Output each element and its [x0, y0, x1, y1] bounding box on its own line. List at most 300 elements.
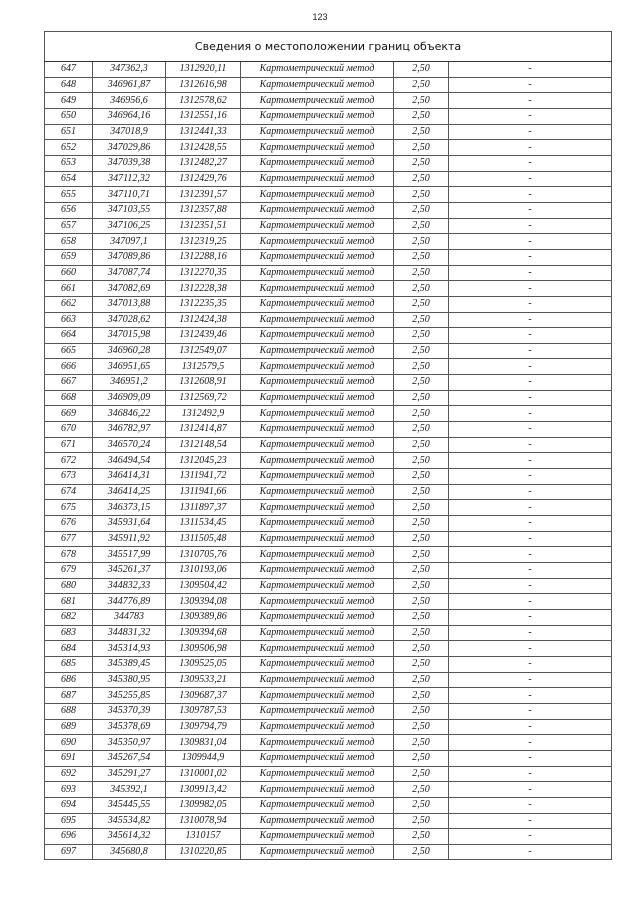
table-row — [45, 782, 612, 798]
method-cell: Картометрический метод — [241, 813, 394, 829]
table-row — [45, 296, 612, 312]
method-cell: Картометрический метод — [241, 62, 394, 78]
method-cell: Картометрический метод — [241, 484, 394, 500]
description-cell: - — [449, 719, 612, 735]
table-row — [45, 249, 612, 265]
point-number-cell: 661 — [45, 281, 93, 297]
table-row — [45, 813, 612, 829]
method-cell: Картометрический метод — [241, 516, 394, 532]
x-coordinate-cell: 346570,24 — [93, 437, 166, 453]
point-number-cell: 660 — [45, 265, 93, 281]
x-coordinate-cell: 347087,74 — [93, 265, 166, 281]
method-cell: Картометрический метод — [241, 563, 394, 579]
x-coordinate-cell: 347028,62 — [93, 312, 166, 328]
method-cell: Картометрический метод — [241, 547, 394, 563]
y-coordinate-cell: 1312235,35 — [166, 296, 241, 312]
y-coordinate-cell: 1312045,23 — [166, 453, 241, 469]
description-cell: - — [449, 343, 612, 359]
y-coordinate-cell: 1311534,45 — [166, 516, 241, 532]
point-number-cell: 647 — [45, 62, 93, 78]
point-number-cell: 663 — [45, 312, 93, 328]
description-cell: - — [449, 202, 612, 218]
table-row — [45, 719, 612, 735]
table-row — [45, 124, 612, 140]
description-cell: - — [449, 359, 612, 375]
accuracy-cell: 2,50 — [394, 281, 449, 297]
x-coordinate-cell: 347103,55 — [93, 202, 166, 218]
accuracy-cell: 2,50 — [394, 844, 449, 860]
method-cell: Картометрический метод — [241, 249, 394, 265]
table-row — [45, 484, 612, 500]
table-title: Сведения о местоположении границ объекта — [45, 32, 612, 62]
y-coordinate-cell: 1310193,06 — [166, 563, 241, 579]
y-coordinate-cell: 1310001,02 — [166, 766, 241, 782]
description-cell: - — [449, 484, 612, 500]
table-row — [45, 500, 612, 516]
point-number-cell: 651 — [45, 124, 93, 140]
method-cell: Картометрический метод — [241, 422, 394, 438]
method-cell: Картометрический метод — [241, 594, 394, 610]
x-coordinate-cell: 347029,86 — [93, 140, 166, 156]
table-row — [45, 516, 612, 532]
method-cell: Картометрический метод — [241, 296, 394, 312]
y-coordinate-cell: 1312482,27 — [166, 155, 241, 171]
accuracy-cell: 2,50 — [394, 202, 449, 218]
table-row — [45, 422, 612, 438]
description-cell: - — [449, 406, 612, 422]
point-number-cell: 678 — [45, 547, 93, 563]
point-number-cell: 674 — [45, 484, 93, 500]
table-row — [45, 703, 612, 719]
x-coordinate-cell: 346964,16 — [93, 108, 166, 124]
table-row — [45, 469, 612, 485]
y-coordinate-cell: 1309787,53 — [166, 703, 241, 719]
table-row — [45, 108, 612, 124]
point-number-cell: 691 — [45, 750, 93, 766]
x-coordinate-cell: 347106,25 — [93, 218, 166, 234]
x-coordinate-cell: 346414,31 — [93, 469, 166, 485]
x-coordinate-cell: 346414,25 — [93, 484, 166, 500]
x-coordinate-cell: 345291,27 — [93, 766, 166, 782]
method-cell: Картометрический метод — [241, 93, 394, 109]
method-cell: Картометрический метод — [241, 797, 394, 813]
method-cell: Картометрический метод — [241, 641, 394, 657]
description-cell: - — [449, 390, 612, 406]
y-coordinate-cell: 1309504,42 — [166, 578, 241, 594]
method-cell: Картометрический метод — [241, 829, 394, 845]
point-number-cell: 697 — [45, 844, 93, 860]
x-coordinate-cell: 347097,1 — [93, 234, 166, 250]
description-cell: - — [449, 594, 612, 610]
accuracy-cell: 2,50 — [394, 93, 449, 109]
accuracy-cell: 2,50 — [394, 171, 449, 187]
accuracy-cell: 2,50 — [394, 406, 449, 422]
table-row — [45, 155, 612, 171]
x-coordinate-cell: 346846,22 — [93, 406, 166, 422]
point-number-cell: 670 — [45, 422, 93, 438]
description-cell: - — [449, 547, 612, 563]
accuracy-cell: 2,50 — [394, 750, 449, 766]
accuracy-cell: 2,50 — [394, 500, 449, 516]
method-cell: Картометрический метод — [241, 469, 394, 485]
point-number-cell: 649 — [45, 93, 93, 109]
method-cell: Картометрический метод — [241, 437, 394, 453]
point-number-cell: 694 — [45, 797, 93, 813]
table-row — [45, 437, 612, 453]
method-cell: Картометрический метод — [241, 77, 394, 93]
point-number-cell: 689 — [45, 719, 93, 735]
table-row — [45, 312, 612, 328]
description-cell: - — [449, 108, 612, 124]
point-number-cell: 695 — [45, 813, 93, 829]
x-coordinate-cell: 345614,32 — [93, 829, 166, 845]
point-number-cell: 677 — [45, 531, 93, 547]
y-coordinate-cell: 1309831,04 — [166, 735, 241, 751]
point-number-cell: 656 — [45, 202, 93, 218]
y-coordinate-cell: 1309389,86 — [166, 609, 241, 625]
accuracy-cell: 2,50 — [394, 265, 449, 281]
accuracy-cell: 2,50 — [394, 719, 449, 735]
table-row — [45, 328, 612, 344]
accuracy-cell: 2,50 — [394, 625, 449, 641]
point-number-cell: 657 — [45, 218, 93, 234]
description-cell: - — [449, 516, 612, 532]
point-number-cell: 664 — [45, 328, 93, 344]
table-row — [45, 829, 612, 845]
point-number-cell: 668 — [45, 390, 93, 406]
method-cell: Картометрический метод — [241, 750, 394, 766]
y-coordinate-cell: 1312579,5 — [166, 359, 241, 375]
table-row — [45, 187, 612, 203]
accuracy-cell: 2,50 — [394, 140, 449, 156]
description-cell: - — [449, 563, 612, 579]
description-cell: - — [449, 641, 612, 657]
method-cell: Картометрический метод — [241, 453, 394, 469]
y-coordinate-cell: 1310705,76 — [166, 547, 241, 563]
y-coordinate-cell: 1309982,05 — [166, 797, 241, 813]
y-coordinate-cell: 1312578,62 — [166, 93, 241, 109]
table-row — [45, 359, 612, 375]
description-cell: - — [449, 829, 612, 845]
point-number-cell: 690 — [45, 735, 93, 751]
table-row — [45, 234, 612, 250]
description-cell: - — [449, 140, 612, 156]
y-coordinate-cell: 1312357,88 — [166, 202, 241, 218]
method-cell: Картометрический метод — [241, 187, 394, 203]
accuracy-cell: 2,50 — [394, 609, 449, 625]
y-coordinate-cell: 1312569,72 — [166, 390, 241, 406]
table-row — [45, 343, 612, 359]
description-cell: - — [449, 656, 612, 672]
page-number: 123 — [312, 12, 328, 22]
method-cell: Картометрический метод — [241, 609, 394, 625]
x-coordinate-cell: 345378,69 — [93, 719, 166, 735]
accuracy-cell: 2,50 — [394, 359, 449, 375]
description-cell: - — [449, 93, 612, 109]
y-coordinate-cell: 1309687,37 — [166, 688, 241, 704]
table-row — [45, 609, 612, 625]
method-cell: Картометрический метод — [241, 234, 394, 250]
point-number-cell: 696 — [45, 829, 93, 845]
y-coordinate-cell: 1309913,42 — [166, 782, 241, 798]
description-cell: - — [449, 750, 612, 766]
x-coordinate-cell: 347018,9 — [93, 124, 166, 140]
accuracy-cell: 2,50 — [394, 766, 449, 782]
method-cell: Картометрический метод — [241, 312, 394, 328]
method-cell: Картометрический метод — [241, 782, 394, 798]
point-number-cell: 687 — [45, 688, 93, 704]
description-cell: - — [449, 672, 612, 688]
description-cell: - — [449, 531, 612, 547]
accuracy-cell: 2,50 — [394, 688, 449, 704]
accuracy-cell: 2,50 — [394, 594, 449, 610]
x-coordinate-cell: 347015,98 — [93, 328, 166, 344]
accuracy-cell: 2,50 — [394, 124, 449, 140]
x-coordinate-cell: 344832,33 — [93, 578, 166, 594]
y-coordinate-cell: 1312351,51 — [166, 218, 241, 234]
point-number-cell: 679 — [45, 563, 93, 579]
method-cell: Картометрический метод — [241, 359, 394, 375]
point-number-cell: 669 — [45, 406, 93, 422]
point-number-cell: 666 — [45, 359, 93, 375]
description-cell: - — [449, 703, 612, 719]
table-row — [45, 641, 612, 657]
method-cell: Картометрический метод — [241, 672, 394, 688]
description-cell: - — [449, 124, 612, 140]
y-coordinate-cell: 1312414,87 — [166, 422, 241, 438]
table-row — [45, 265, 612, 281]
method-cell: Картометрический метод — [241, 703, 394, 719]
x-coordinate-cell: 346951,65 — [93, 359, 166, 375]
point-number-cell: 653 — [45, 155, 93, 171]
description-cell: - — [449, 625, 612, 641]
x-coordinate-cell: 345370,39 — [93, 703, 166, 719]
table-row — [45, 625, 612, 641]
point-number-cell: 681 — [45, 594, 93, 610]
accuracy-cell: 2,50 — [394, 375, 449, 391]
x-coordinate-cell: 346373,15 — [93, 500, 166, 516]
table-row — [45, 202, 612, 218]
method-cell: Картометрический метод — [241, 218, 394, 234]
x-coordinate-cell: 345445,55 — [93, 797, 166, 813]
method-cell: Картометрический метод — [241, 281, 394, 297]
point-number-cell: 654 — [45, 171, 93, 187]
y-coordinate-cell: 1312148,54 — [166, 437, 241, 453]
y-coordinate-cell: 1310220,85 — [166, 844, 241, 860]
point-number-cell: 676 — [45, 516, 93, 532]
method-cell: Картометрический метод — [241, 108, 394, 124]
y-coordinate-cell: 1312228,38 — [166, 281, 241, 297]
table-row — [45, 656, 612, 672]
x-coordinate-cell: 345267,54 — [93, 750, 166, 766]
point-number-cell: 688 — [45, 703, 93, 719]
table-row — [45, 375, 612, 391]
y-coordinate-cell: 1312441,33 — [166, 124, 241, 140]
description-cell: - — [449, 688, 612, 704]
x-coordinate-cell: 345392,1 — [93, 782, 166, 798]
point-number-cell: 655 — [45, 187, 93, 203]
y-coordinate-cell: 1312616,98 — [166, 77, 241, 93]
point-number-cell: 673 — [45, 469, 93, 485]
method-cell: Картометрический метод — [241, 406, 394, 422]
y-coordinate-cell: 1309533,21 — [166, 672, 241, 688]
method-cell: Картометрический метод — [241, 265, 394, 281]
method-cell: Картометрический метод — [241, 578, 394, 594]
point-number-cell: 648 — [45, 77, 93, 93]
x-coordinate-cell: 347089,86 — [93, 249, 166, 265]
y-coordinate-cell: 1309394,68 — [166, 625, 241, 641]
description-cell: - — [449, 155, 612, 171]
x-coordinate-cell: 344783 — [93, 609, 166, 625]
accuracy-cell: 2,50 — [394, 155, 449, 171]
accuracy-cell: 2,50 — [394, 484, 449, 500]
y-coordinate-cell: 1312492,9 — [166, 406, 241, 422]
x-coordinate-cell: 347039,38 — [93, 155, 166, 171]
y-coordinate-cell: 1310078,94 — [166, 813, 241, 829]
x-coordinate-cell: 346956,6 — [93, 93, 166, 109]
method-cell: Картометрический метод — [241, 328, 394, 344]
description-cell: - — [449, 281, 612, 297]
y-coordinate-cell: 1312920,11 — [166, 62, 241, 78]
table-row — [45, 844, 612, 860]
description-cell: - — [449, 766, 612, 782]
description-cell: - — [449, 375, 612, 391]
accuracy-cell: 2,50 — [394, 108, 449, 124]
table-row — [45, 390, 612, 406]
accuracy-cell: 2,50 — [394, 531, 449, 547]
description-cell: - — [449, 797, 612, 813]
method-cell: Картометрический метод — [241, 124, 394, 140]
method-cell: Картометрический метод — [241, 735, 394, 751]
point-number-cell: 652 — [45, 140, 93, 156]
method-cell: Картометрический метод — [241, 656, 394, 672]
y-coordinate-cell: 1309506,98 — [166, 641, 241, 657]
table-row — [45, 218, 612, 234]
point-number-cell: 684 — [45, 641, 93, 657]
point-number-cell: 665 — [45, 343, 93, 359]
method-cell: Картометрический метод — [241, 500, 394, 516]
table-row — [45, 688, 612, 704]
x-coordinate-cell: 346494,54 — [93, 453, 166, 469]
point-number-cell: 659 — [45, 249, 93, 265]
x-coordinate-cell: 346909,09 — [93, 390, 166, 406]
accuracy-cell: 2,50 — [394, 547, 449, 563]
table-row — [45, 140, 612, 156]
y-coordinate-cell: 1312424,38 — [166, 312, 241, 328]
method-cell: Картометрический метод — [241, 390, 394, 406]
accuracy-cell: 2,50 — [394, 62, 449, 78]
method-cell: Картометрический метод — [241, 719, 394, 735]
x-coordinate-cell: 345314,93 — [93, 641, 166, 657]
x-coordinate-cell: 344776,89 — [93, 594, 166, 610]
table-row — [45, 531, 612, 547]
x-coordinate-cell: 346782,97 — [93, 422, 166, 438]
accuracy-cell: 2,50 — [394, 578, 449, 594]
table-row — [45, 563, 612, 579]
accuracy-cell: 2,50 — [394, 390, 449, 406]
method-cell: Картометрический метод — [241, 531, 394, 547]
accuracy-cell: 2,50 — [394, 672, 449, 688]
point-number-cell: 671 — [45, 437, 93, 453]
method-cell: Картометрический метод — [241, 625, 394, 641]
x-coordinate-cell: 347082,69 — [93, 281, 166, 297]
point-number-cell: 662 — [45, 296, 93, 312]
description-cell: - — [449, 735, 612, 751]
x-coordinate-cell: 345389,45 — [93, 656, 166, 672]
accuracy-cell: 2,50 — [394, 797, 449, 813]
y-coordinate-cell: 1309794,79 — [166, 719, 241, 735]
description-cell: - — [449, 813, 612, 829]
y-coordinate-cell: 1312608,91 — [166, 375, 241, 391]
accuracy-cell: 2,50 — [394, 563, 449, 579]
accuracy-cell: 2,50 — [394, 218, 449, 234]
accuracy-cell: 2,50 — [394, 422, 449, 438]
table-row — [45, 766, 612, 782]
point-number-cell: 658 — [45, 234, 93, 250]
x-coordinate-cell: 347013,88 — [93, 296, 166, 312]
accuracy-cell: 2,50 — [394, 249, 449, 265]
accuracy-cell: 2,50 — [394, 296, 449, 312]
point-number-cell: 680 — [45, 578, 93, 594]
x-coordinate-cell: 345350,97 — [93, 735, 166, 751]
description-cell: - — [449, 469, 612, 485]
description-cell: - — [449, 328, 612, 344]
table-row — [45, 672, 612, 688]
description-cell: - — [449, 171, 612, 187]
accuracy-cell: 2,50 — [394, 343, 449, 359]
y-coordinate-cell: 1312429,76 — [166, 171, 241, 187]
x-coordinate-cell: 345255,85 — [93, 688, 166, 704]
x-coordinate-cell: 346951,2 — [93, 375, 166, 391]
table-row — [45, 578, 612, 594]
description-cell: - — [449, 453, 612, 469]
accuracy-cell: 2,50 — [394, 234, 449, 250]
description-cell: - — [449, 265, 612, 281]
point-number-cell: 675 — [45, 500, 93, 516]
accuracy-cell: 2,50 — [394, 516, 449, 532]
table-body — [45, 62, 612, 860]
y-coordinate-cell: 1309525,05 — [166, 656, 241, 672]
table-row — [45, 406, 612, 422]
x-coordinate-cell: 345534,82 — [93, 813, 166, 829]
table-row — [45, 547, 612, 563]
y-coordinate-cell: 1312549,07 — [166, 343, 241, 359]
point-number-cell: 672 — [45, 453, 93, 469]
description-cell: - — [449, 62, 612, 78]
table-row — [45, 453, 612, 469]
table-row — [45, 735, 612, 751]
accuracy-cell: 2,50 — [394, 656, 449, 672]
y-coordinate-cell: 1309944,9 — [166, 750, 241, 766]
table-row — [45, 93, 612, 109]
accuracy-cell: 2,50 — [394, 312, 449, 328]
accuracy-cell: 2,50 — [394, 469, 449, 485]
y-coordinate-cell: 1312428,55 — [166, 140, 241, 156]
method-cell: Картометрический метод — [241, 375, 394, 391]
description-cell: - — [449, 437, 612, 453]
table-row — [45, 797, 612, 813]
method-cell: Картометрический метод — [241, 202, 394, 218]
point-number-cell: 650 — [45, 108, 93, 124]
accuracy-cell: 2,50 — [394, 641, 449, 657]
accuracy-cell: 2,50 — [394, 703, 449, 719]
x-coordinate-cell: 345380,95 — [93, 672, 166, 688]
description-cell: - — [449, 249, 612, 265]
method-cell: Картометрический метод — [241, 171, 394, 187]
description-cell: - — [449, 218, 612, 234]
y-coordinate-cell: 1310157 — [166, 829, 241, 845]
point-number-cell: 685 — [45, 656, 93, 672]
